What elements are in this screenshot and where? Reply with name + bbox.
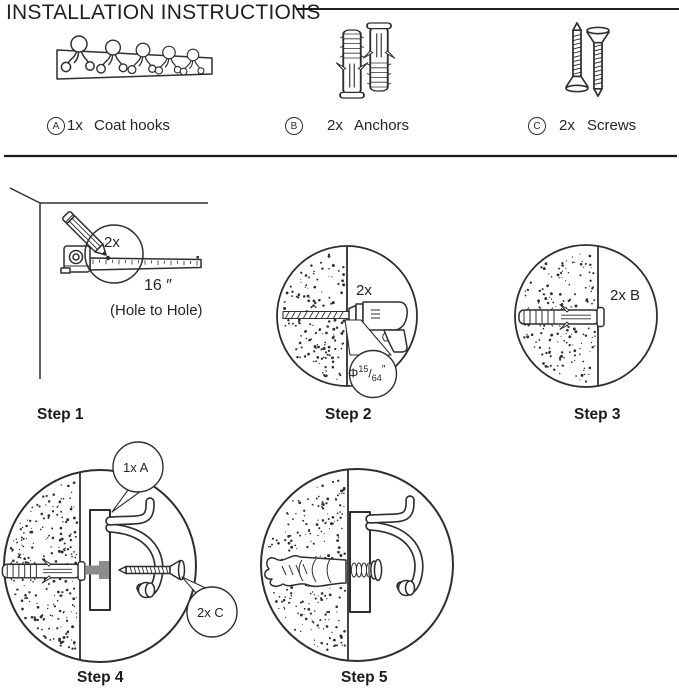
bit-numerator: 15 [358,364,369,374]
step4-hook-callout: 1x A [123,460,149,475]
step3-drawing [515,245,657,387]
part-badge-b: B [285,117,303,135]
step2-label: Step 2 [325,406,372,423]
step1-note: (Hole to Hole) [110,302,203,319]
tape-measure-icon [61,246,201,273]
drill-bit-size-label [348,364,385,384]
coat-hook-side [370,500,419,596]
bit-slash: / [368,366,372,381]
part-b-qty: 2x [327,117,343,134]
part-c-name: Screws [587,117,637,134]
step2-drawing [277,246,417,398]
anchors-drawing [336,23,394,98]
coat-hooks-drawing [57,36,212,79]
step1-measurement: 16 ″ [144,277,172,294]
hook-callout-tail [112,490,141,512]
bit-unit: ″ [381,364,386,375]
page-title: INSTALLATION INSTRUCTIONS [6,1,321,24]
plate-hole-countersink [99,561,109,579]
step1-drawing [10,188,208,379]
part-badge-c: C [528,117,546,135]
part-a-name: Coat hooks [94,117,170,134]
step2-qty-label: 2x [356,282,372,299]
step5-drawing [261,469,453,661]
plate-hole [86,566,99,575]
part-c-qty: 2x [559,117,575,134]
step4-screw-callout: 2x C [197,605,224,620]
anchor-in-wall [2,559,84,583]
part-b-name: Anchors [354,117,410,134]
part-a-qty: 1x [67,117,83,134]
screws-drawing [566,23,609,96]
step1-qty-label: 2x [104,234,120,251]
step4-label: Step 4 [77,669,124,686]
screw-into-hook [119,561,185,580]
expanded-anchor [265,556,346,587]
step5-label: Step 5 [341,669,388,686]
part-badge-a: A [47,117,65,135]
step1-label: Step 1 [37,406,84,423]
coat-hook-side [110,502,159,598]
step4-drawing [2,442,237,662]
step3-qty-label: 2x B [610,287,641,304]
bit-denominator: 64 [371,372,382,383]
diameter-symbol: Φ [348,365,359,381]
drill-icon [283,302,407,352]
step3-label: Step 3 [574,406,621,423]
